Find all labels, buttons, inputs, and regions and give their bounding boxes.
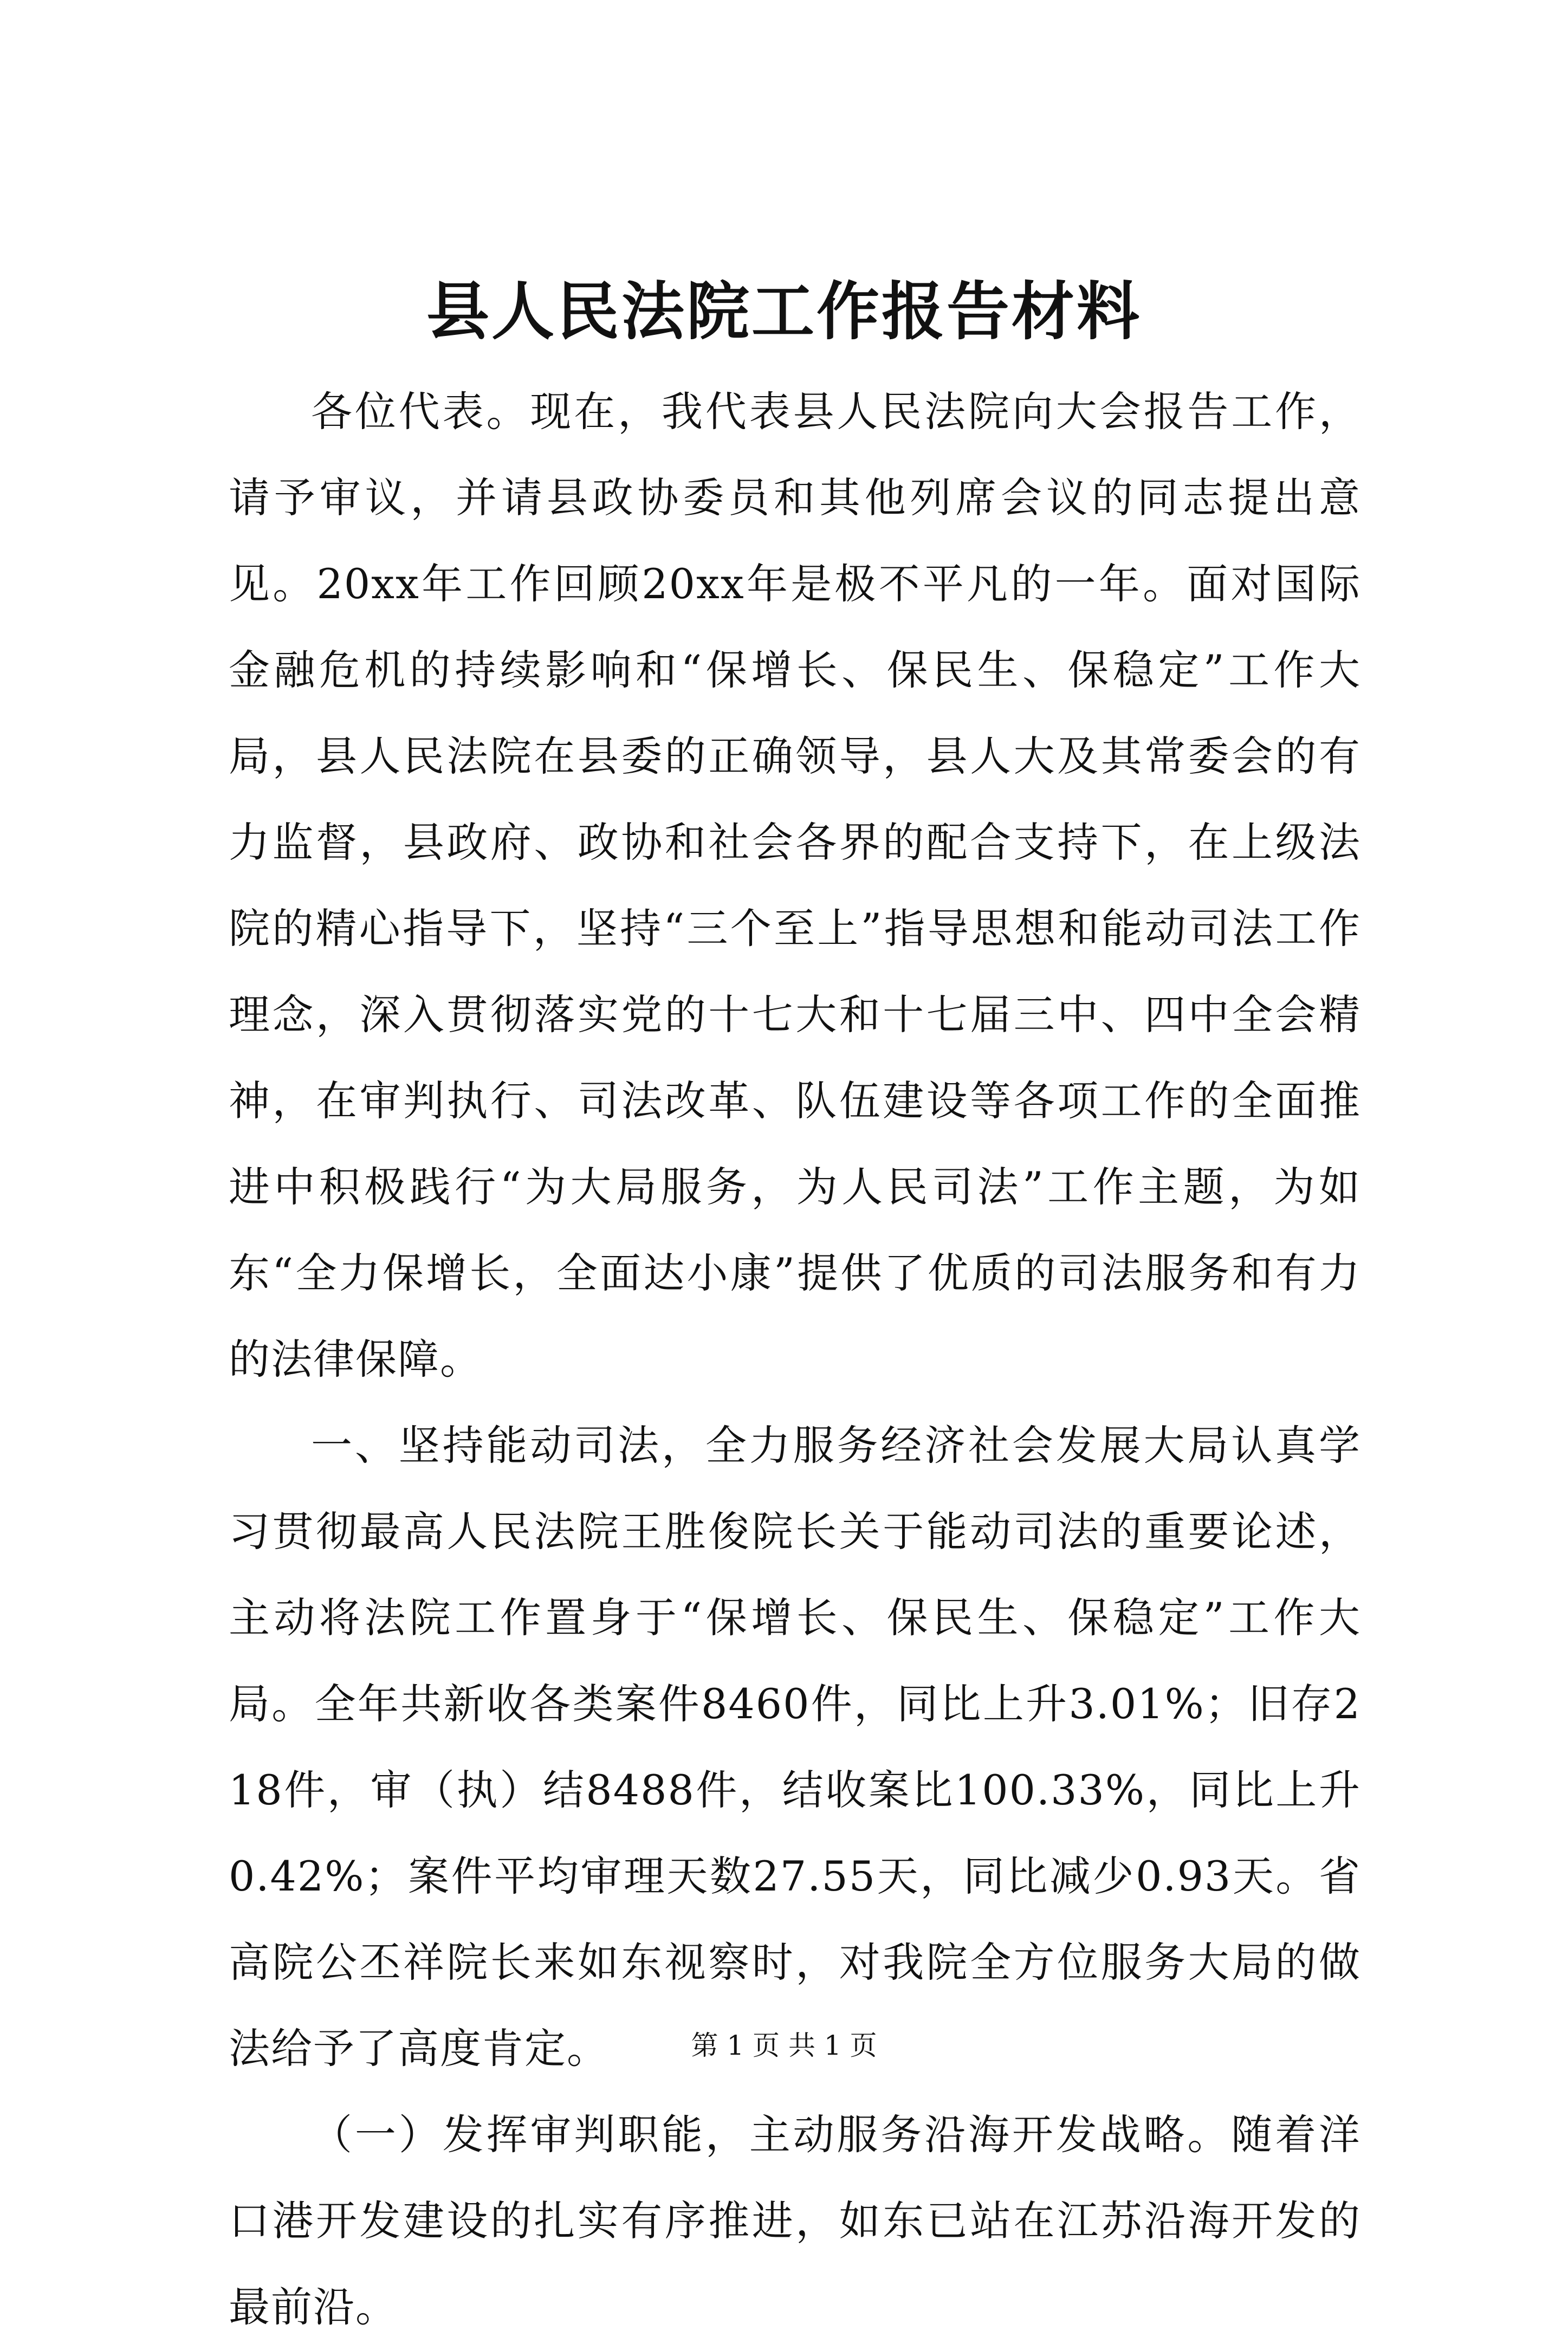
page-number-footer: 第 1 页 共 1 页 (691, 2030, 877, 2061)
paragraph-section-one: 一、坚持能动司法，全力服务经济社会发展大局认真学习贯彻最高人民法院王胜俊院长关于能动司法的重要论述，主动将法院工作置身于“保增长、保民生、保稳定”工作大局。全年共新收各类案件8460件，同比上升3.01%；旧存218件，审（执）结8488件，结收案比100.33%，同比上升0.42%；案件平均审理天数27.55天，同比减少0.93天。省高院公丕祥院长来如东视察时，对我院全方位服务大局的做法给予了高度肯定。 (229, 1421, 1361, 2073)
document-title: 县人民法院工作报告材料 (426, 275, 1142, 348)
paragraph-intro: 各位代表。现在，我代表县人民法院向大会报告工作，请予审议，并请县政协委员和其他列席会议的同志提出意见。20xx年工作回顾20xx年是极不平凡的一年。面对国际金融危机的持续影响和“保增长、保民生、保稳定”工作大局，县人民法院在县委的正确领导，县人大及其常委会的有力监督，县政府、政协和社会各界的配合支持下，在上级法院的精心指导下，坚持“三个至上”指导思想和能动司法工作理念，深入贯彻落实党的十七大和十七届三中、四中全会精神，在审判执行、司法改革、队伍建设等各项工作的全面推进中积极践行“为大局服务，为人民司法”工作主题，为如东“全力保增长，全面达小康”提供了优质的司法服务和有力的法律保障。 (229, 387, 1361, 1383)
paragraph-subsection-one: （一）发挥审判职能，主动服务沿海开发战略。随着洋口港开发建设的扎实有序推进，如东已站在江苏沿海开发的最前沿。 (229, 2111, 1361, 2331)
